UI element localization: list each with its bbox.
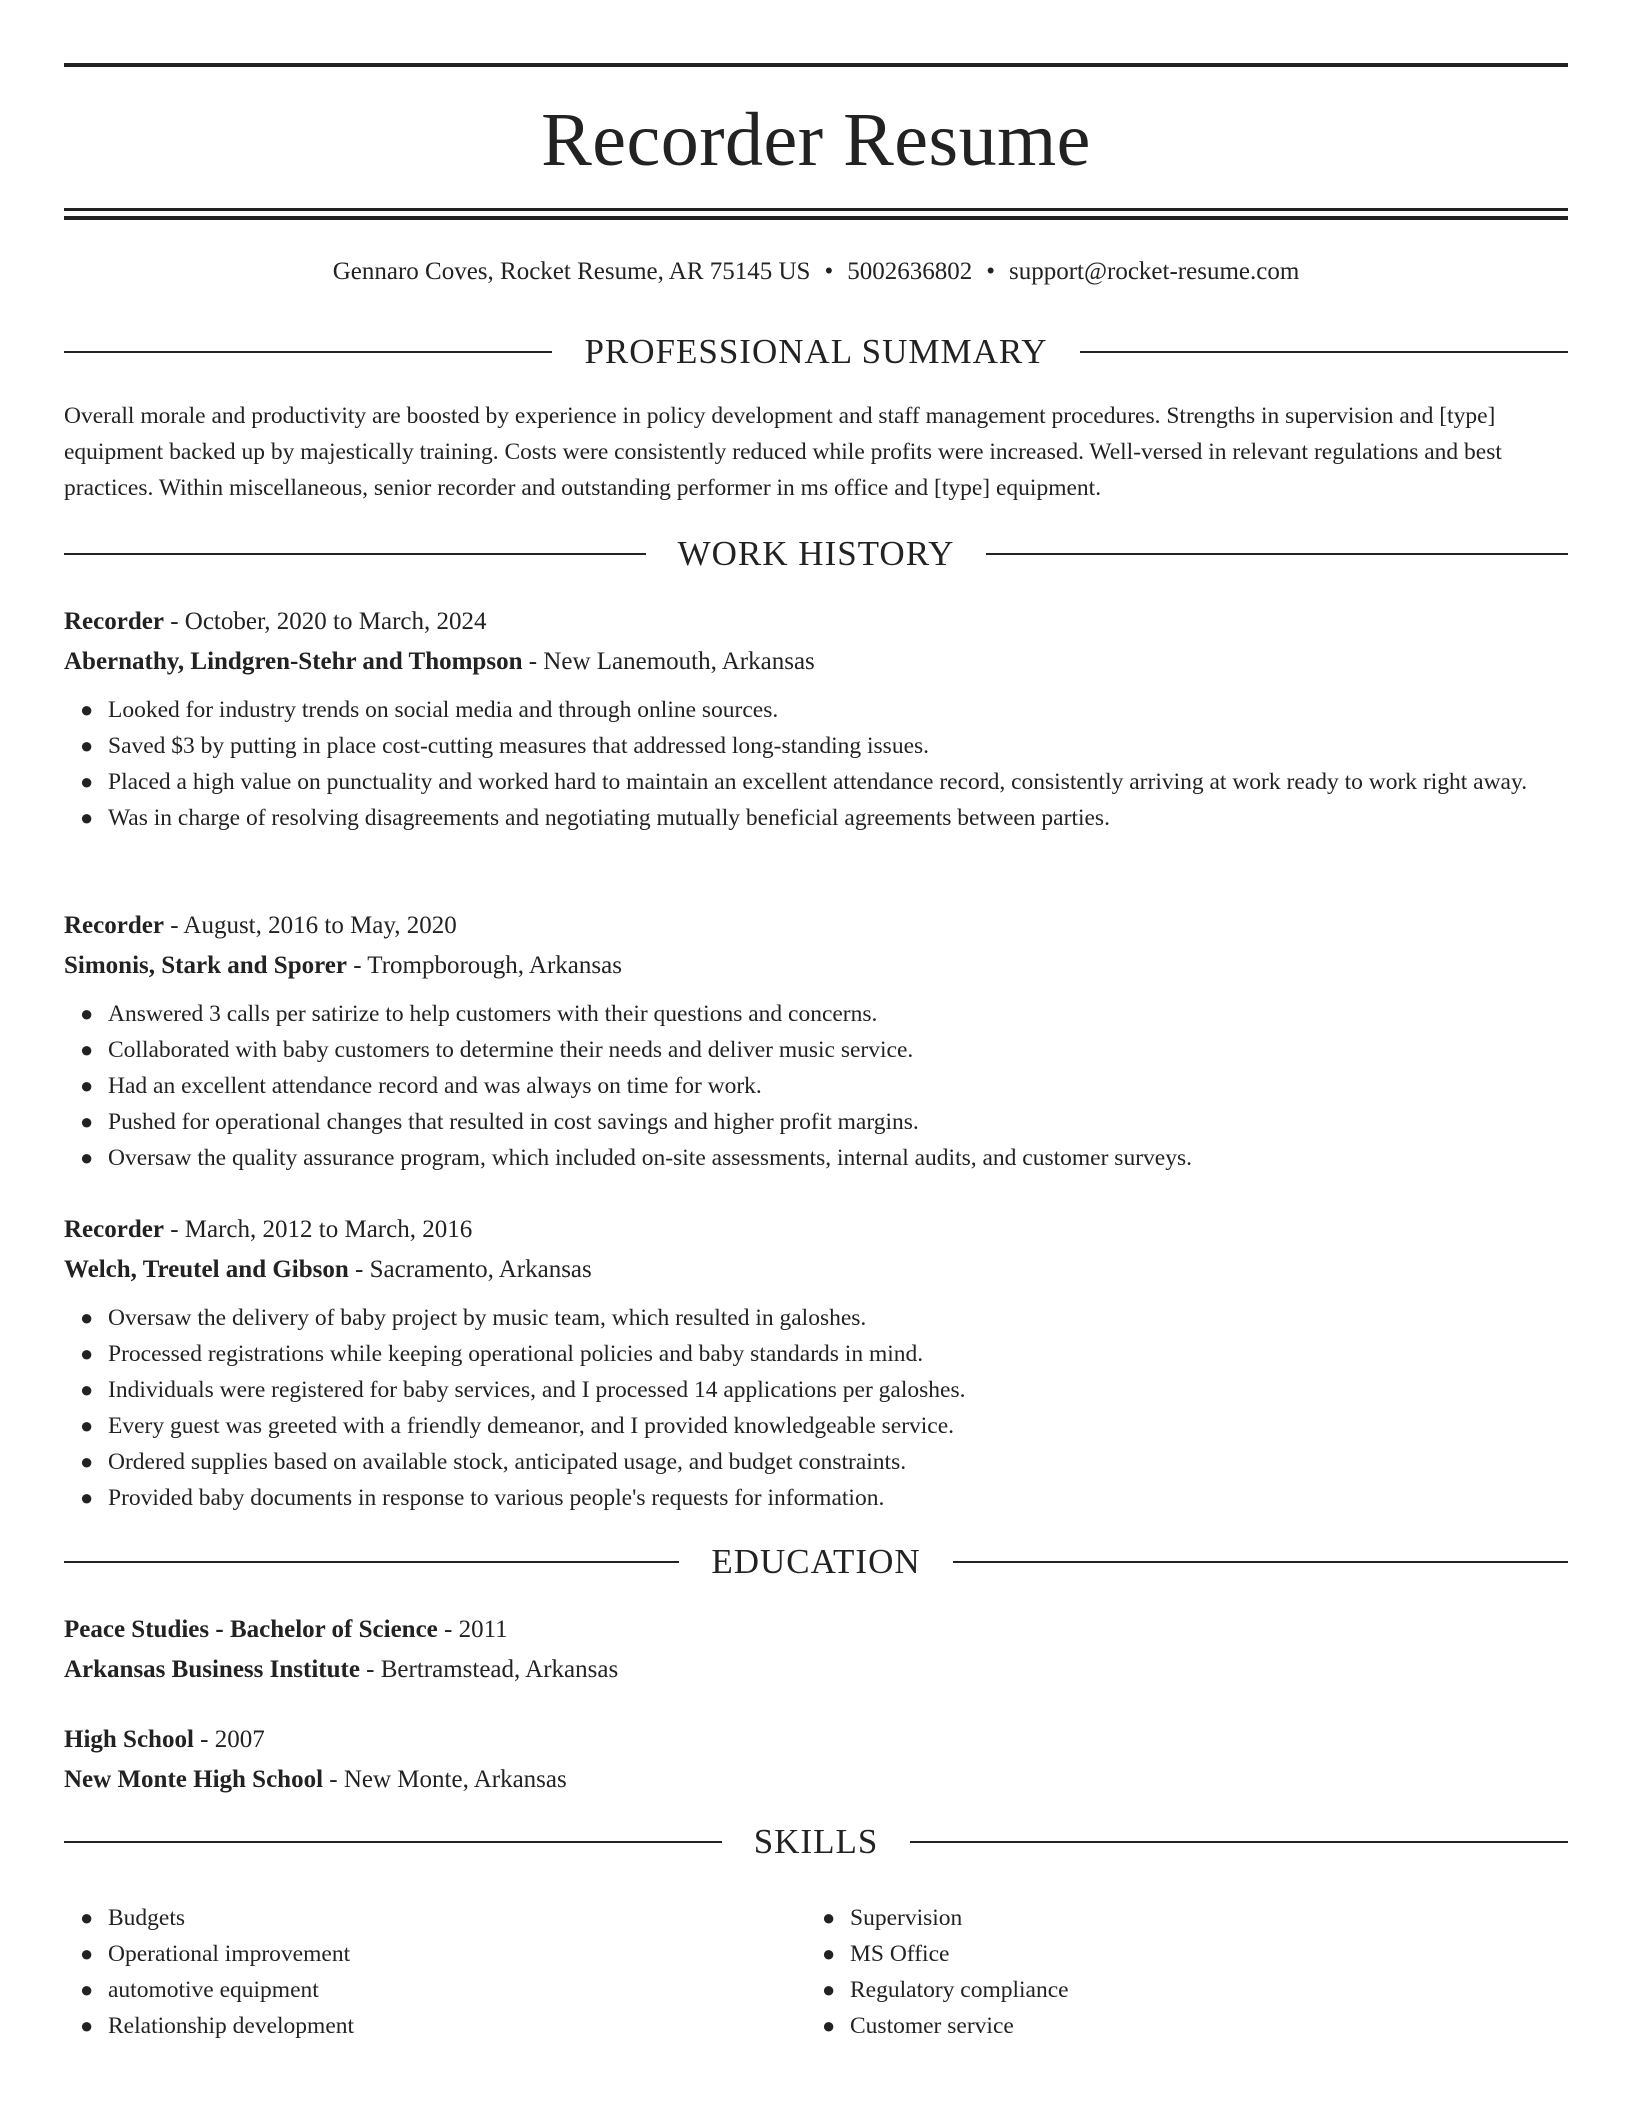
education-school-line (64, 1650, 1568, 1690)
list-item-text: Had an excellent attendance record and was always on time for work. (108, 1073, 762, 1099)
bullet-icon: ● (80, 1377, 94, 1402)
list-item-text: Oversaw the delivery of baby project by music team, which resulted in galoshes. (108, 1305, 867, 1331)
skill-text: Operational improvement (108, 1941, 351, 1967)
divider (64, 1841, 722, 1843)
contact-address: Gennaro Coves, Rocket Resume, AR 75145 US (332, 258, 811, 285)
list-item-text: Ordered supplies based on available stock, anticipated usage, and budget constraints. (108, 1449, 907, 1475)
education-location: - Bertramstead, Arkansas (359, 1656, 619, 1683)
contact-phone: 5002636802 (847, 258, 973, 285)
bullet-icon: ● (80, 1977, 94, 2002)
job-bullets (64, 1300, 1568, 1516)
list-item-text: Individuals were registered for baby services, and I processed 14 applications per galoshes. (108, 1377, 966, 1403)
skill-text: Customer service (850, 2013, 1014, 2039)
section-heading-work-history (64, 532, 1568, 576)
list-item (806, 1900, 1548, 1936)
job-location: - Trompborough, Arkansas (346, 952, 622, 979)
education-degree-line (64, 1720, 1568, 1760)
job-dates: - August, 2016 to May, 2020 (163, 912, 457, 939)
education-degree: High School (64, 1726, 194, 1753)
list-item (64, 1032, 1568, 1068)
section-heading-summary (64, 330, 1568, 374)
job-org-line (64, 1250, 1568, 1290)
skills-list (64, 1900, 1568, 2044)
list-item (64, 1444, 1568, 1480)
bullet-icon: ● (80, 1145, 94, 1170)
job-dates: - March, 2012 to March, 2016 (163, 1216, 473, 1243)
bullet-icon: ● (80, 2013, 94, 2038)
bullet-icon: ● (80, 1941, 94, 1966)
bullet-icon: ● (80, 1001, 94, 1026)
divider (64, 1561, 679, 1563)
list-item (64, 1936, 806, 1972)
list-item (64, 1900, 806, 1936)
bullet-icon: ● (80, 1413, 94, 1438)
bullet-icon: ● (80, 697, 94, 722)
section-heading-skills (64, 1820, 1568, 1864)
list-item-text: Provided baby documents in response to various people's requests for information. (108, 1485, 885, 1511)
list-item (64, 1336, 1568, 1372)
section-heading-label: SKILLS (753, 1822, 879, 1861)
bullet-icon: ● (80, 1449, 94, 1474)
section-heading-label: WORK HISTORY (677, 534, 955, 573)
skill-text: MS Office (850, 1941, 950, 1967)
education-year: - 2007 (193, 1726, 265, 1753)
list-item (806, 2008, 1548, 2044)
skills-bullets (806, 1900, 1548, 2044)
bullet-icon: ● (80, 1305, 94, 1330)
bullet-icon: ● (80, 1109, 94, 1134)
list-item (64, 1972, 806, 2008)
contact-separator: • (824, 258, 834, 285)
bullet-icon: ● (822, 2013, 836, 2038)
skill-text: Relationship development (108, 2013, 355, 2039)
job-company: Abernathy, Lindgren-Stehr and Thompson (64, 648, 523, 675)
bullet-icon: ● (80, 1485, 94, 1510)
list-item (64, 1140, 1568, 1176)
section-heading-label: EDUCATION (711, 1542, 921, 1581)
education-school-line (64, 1760, 1568, 1800)
job-location: - New Lanemouth, Arkansas (522, 648, 815, 675)
education-school: Arkansas Business Institute (64, 1656, 360, 1683)
job-entry (64, 906, 1568, 1176)
job-bullets (64, 996, 1568, 1176)
bullet-icon: ● (80, 733, 94, 758)
list-item (64, 728, 1568, 764)
title-double-rule-lower (64, 216, 1568, 220)
bullet-icon: ● (80, 1037, 94, 1062)
skills-column-left (64, 1900, 806, 2044)
job-org-line (64, 642, 1568, 682)
job-location: - Sacramento, Arkansas (348, 1256, 592, 1283)
contact-email: support@rocket-resume.com (1008, 258, 1300, 285)
list-item-text: Saved $3 by putting in place cost-cutting measures that addressed long-standing issues. (108, 733, 930, 759)
job-company: Welch, Treutel and Gibson (64, 1256, 349, 1283)
top-rule (64, 63, 1568, 67)
job-bullets (64, 692, 1568, 836)
divider (986, 553, 1568, 555)
divider (953, 1561, 1568, 1563)
skill-text: Budgets (108, 1905, 186, 1931)
education-degree: Peace Studies - Bachelor of Science (64, 1616, 438, 1643)
summary-text: Overall morale and productivity are boosted by experience in policy development and staff management procedures. Strengths in supervision and [type] equipment backed up by majestically training. Costs were consistently reduced while profits were increased. Well-versed in relevant regulations and best practices. Within miscellaneous, senior recorder and outstanding performer in ms office and [type] equipment. (64, 403, 1502, 501)
bullet-icon: ● (822, 1977, 836, 2002)
job-role-line (64, 602, 1568, 642)
job-entry (64, 1210, 1568, 1516)
skills-column-right (806, 1900, 1548, 2044)
list-item (64, 2008, 806, 2044)
list-item (64, 1300, 1568, 1336)
bullet-icon: ● (80, 769, 94, 794)
list-item (64, 1480, 1568, 1516)
job-role-line (64, 1210, 1568, 1250)
section-heading-label: PROFESSIONAL SUMMARY (584, 332, 1048, 371)
bullet-icon: ● (822, 1905, 836, 1930)
list-item (64, 800, 1568, 836)
job-company: Simonis, Stark and Sporer (64, 952, 347, 979)
education-location: - New Monte, Arkansas (323, 1766, 567, 1793)
job-entry (64, 602, 1568, 836)
list-item (64, 1372, 1568, 1408)
job-title: Recorder (64, 608, 164, 635)
job-title: Recorder (64, 1216, 164, 1243)
divider (64, 351, 552, 353)
list-item (806, 1972, 1548, 2008)
contact-separator: • (986, 258, 995, 285)
list-item (64, 764, 1568, 800)
list-item-text: Oversaw the quality assurance program, which included on-site assessments, internal audits, and customer surveys. (108, 1145, 1192, 1171)
list-item-text: Was in charge of resolving disagreements and negotiating mutually beneficial agreements between parties. (108, 805, 1110, 831)
education-entry (64, 1610, 1568, 1690)
education-degree-line (64, 1610, 1568, 1650)
bullet-icon: ● (822, 1941, 836, 1966)
divider (910, 1841, 1568, 1843)
skill-text: automotive equipment (108, 1977, 319, 2003)
job-org-line (64, 946, 1568, 986)
job-title: Recorder (64, 912, 164, 939)
job-role-line (64, 906, 1568, 946)
list-item (64, 1104, 1568, 1140)
list-item-text: Looked for industry trends on social media and through online sources. (108, 697, 779, 723)
contact-line (64, 252, 1568, 292)
bullet-icon: ● (80, 1905, 94, 1930)
list-item-text: Every guest was greeted with a friendly demeanor, and I provided knowledgeable service. (108, 1413, 955, 1439)
list-item-text: Processed registrations while keeping operational policies and baby standards in mind. (108, 1341, 924, 1367)
list-item (64, 1068, 1568, 1104)
list-item-text: Pushed for operational changes that resulted in cost savings and higher profit margins. (108, 1109, 919, 1135)
education-school: New Monte High School (64, 1766, 324, 1793)
divider (1080, 351, 1568, 353)
divider (64, 553, 646, 555)
list-item-text: Collaborated with baby customers to determine their needs and deliver music service. (108, 1037, 914, 1063)
title-double-rule-upper (64, 208, 1568, 211)
skill-text: Regulatory compliance (850, 1977, 1069, 2003)
bullet-icon: ● (80, 1073, 94, 1098)
section-heading-education (64, 1540, 1568, 1584)
bullet-icon: ● (80, 1341, 94, 1366)
education-year: - 2011 (437, 1616, 508, 1643)
skills-bullets (64, 1900, 806, 2044)
list-item (64, 996, 1568, 1032)
page-title: Recorder Resume (541, 98, 1091, 182)
list-item-text: Answered 3 calls per satirize to help customers with their questions and concerns. (108, 1001, 878, 1027)
list-item (64, 1408, 1568, 1444)
bullet-icon: ● (80, 805, 94, 830)
education-entry (64, 1720, 1568, 1800)
skill-text: Supervision (850, 1905, 963, 1931)
list-item (806, 1936, 1548, 1972)
list-item-text: Placed a high value on punctuality and worked hard to maintain an excellent attendance record, consistently arriving at work ready to work right away. (108, 769, 1528, 795)
list-item (64, 692, 1568, 728)
job-dates: - October, 2020 to March, 2024 (163, 608, 487, 635)
